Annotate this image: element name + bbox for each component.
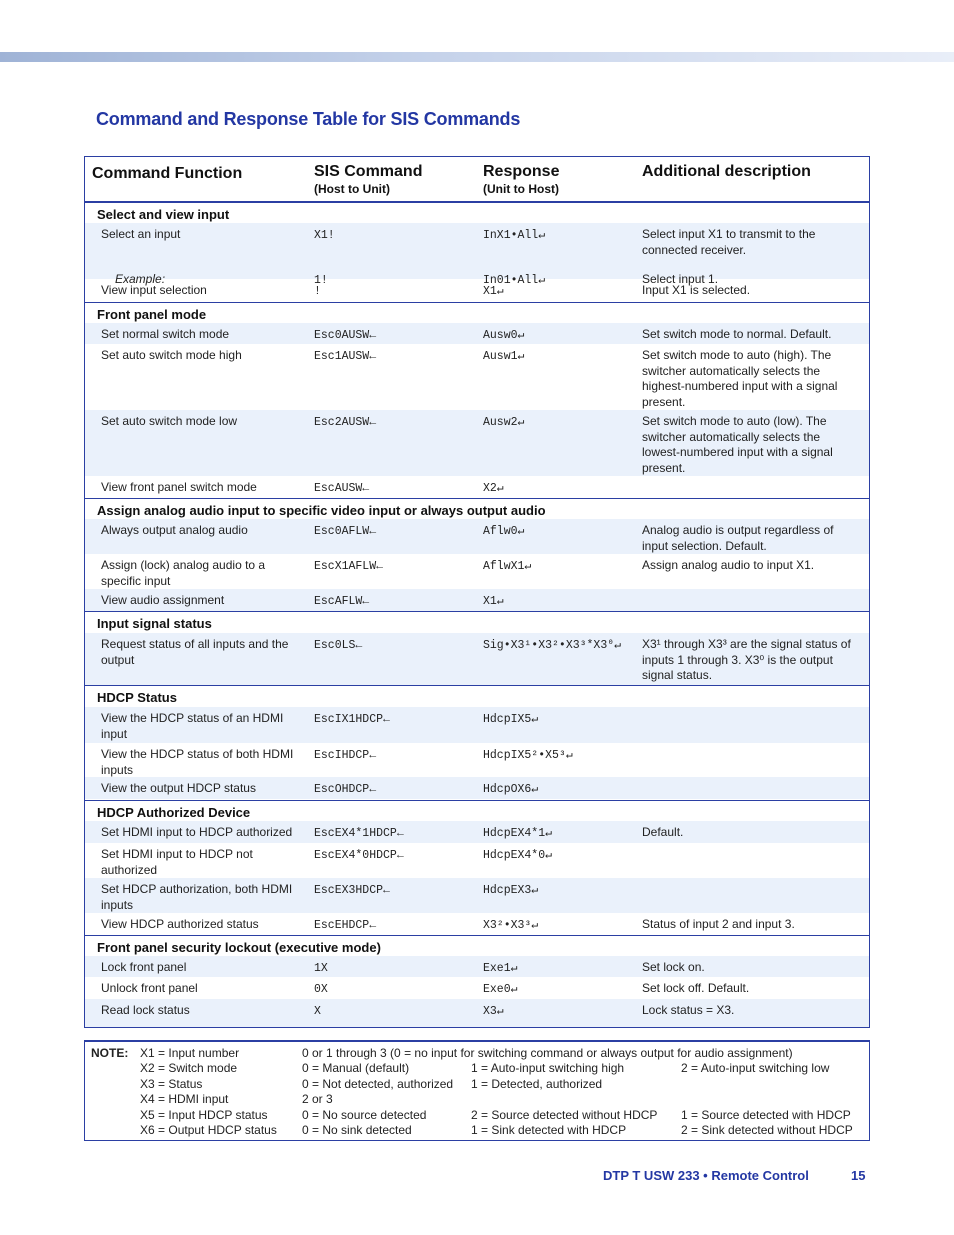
page-title: Command and Response Table for SIS Commands — [96, 109, 521, 129]
note-value-c: 1 = Source detected with HDCP — [681, 1108, 851, 1122]
additional-description: Status of input 2 and input 3. — [642, 917, 795, 931]
section-heading-label: Front panel mode — [97, 307, 207, 322]
response: X2↵ — [483, 482, 504, 495]
note-value-c: 2 = Auto-input switching low — [681, 1061, 830, 1075]
additional-description: X3¹ through X3³ are the signal status of inputs 1 through 3. X3⁰ is the output signal status. — [642, 637, 851, 682]
response: HdcpOX6↵ — [483, 783, 539, 796]
sis-command: EscAUSW← — [314, 482, 370, 495]
command-function: Set HDMI input to HDCP authorized — [101, 825, 293, 839]
sis-command: EscIX1HDCP← — [314, 713, 390, 726]
note-box — [84, 1040, 870, 1141]
response: Exe0↵ — [483, 983, 518, 996]
sis-command: EscEX3HDCP← — [314, 884, 390, 897]
additional-description: Input X1 is selected. — [642, 283, 751, 297]
response: HdcpEX4*1↵ — [483, 827, 553, 840]
response: HdcpEX3↵ — [483, 884, 539, 897]
additional-description: Set lock off. Default. — [642, 981, 750, 995]
command-function: Example: — [115, 272, 166, 286]
section-heading — [85, 302, 869, 322]
section-heading-label: Front panel security lockout (executive mode) — [97, 940, 381, 955]
response: Ausw1↵ — [483, 350, 525, 363]
command-function: Set auto switch mode low — [101, 414, 238, 428]
command-function: Set auto switch mode high — [101, 348, 242, 362]
response: Aflw0↵ — [483, 525, 525, 538]
sis-command: X — [314, 1005, 321, 1018]
command-function: View input selection — [101, 283, 207, 297]
additional-description: Lock status = X3. — [642, 1003, 735, 1017]
section-heading-label: Select and view input — [97, 207, 230, 222]
note-variable: X5 = Input HDCP status — [140, 1108, 268, 1122]
sis-command: EscX1AFLW← — [314, 560, 384, 573]
additional-description: Default. — [642, 825, 684, 839]
page-number: 15 — [851, 1168, 866, 1183]
note-value-a: 0 or 1 through 3 (0 = no input for switching command or always output for audio assignment) — [302, 1046, 793, 1060]
note-value-a: 2 or 3 — [302, 1092, 333, 1106]
response: Ausw0↵ — [483, 329, 525, 342]
sis-command: Esc0LS← — [314, 639, 363, 652]
command-function: Set HDCP authorization, both HDMI inputs — [101, 882, 293, 912]
column-header-response: Response (Unit to Host) — [483, 163, 560, 196]
sis-command: Esc1AUSW← — [314, 350, 377, 363]
response: Ausw2↵ — [483, 416, 525, 429]
command-function: Set normal switch mode — [101, 327, 230, 341]
note-label: NOTE: — [91, 1046, 129, 1060]
note-value-a: 0 = No sink detected — [302, 1123, 412, 1137]
sis-command: Esc2AUSW← — [314, 416, 377, 429]
additional-description: Set switch mode to auto (high). The switcher automatically selects the highest-numbered input with a signal present. — [642, 348, 838, 409]
sis-command: EscEHDCP← — [314, 919, 377, 932]
section-heading-label: HDCP Authorized Device — [97, 805, 251, 820]
command-function: View front panel switch mode — [101, 480, 257, 494]
additional-description: Assign analog audio to input X1. — [642, 558, 815, 572]
command-function: Unlock front panel — [101, 981, 198, 995]
response: Exe1↵ — [483, 962, 518, 975]
additional-description: Select input X1 to transmit to the connected receiver. — [642, 227, 816, 257]
command-function: View the HDCP status of both HDMI inputs — [101, 747, 294, 777]
note-variable: X2 = Switch mode — [140, 1061, 238, 1075]
note-variable: X6 = Output HDCP status — [140, 1123, 277, 1137]
sis-command: ! — [314, 285, 321, 298]
section-heading — [85, 685, 869, 705]
command-function: Select an input — [101, 227, 181, 241]
response: X3²•X3³↵ — [483, 919, 539, 932]
sis-command: 0X — [314, 983, 328, 996]
additional-description: Select input 1. — [642, 272, 719, 286]
note-variable: X4 = HDMI input — [140, 1092, 229, 1106]
section-heading — [85, 611, 869, 631]
footer-title: DTP T USW 233 • Remote Control — [603, 1168, 809, 1183]
command-function: Read lock status — [101, 1003, 190, 1017]
sis-command: 1! — [314, 274, 328, 287]
response: Sig•X3¹•X3²•X3³*X3⁰↵ — [483, 639, 622, 652]
section-heading-label: Assign analog audio input to specific video input or always output audio — [97, 503, 546, 518]
note-value-a: 0 = Manual (default) — [302, 1061, 410, 1075]
header-band — [0, 52, 954, 62]
column-header-function: Command Function — [92, 165, 243, 182]
command-function: View the output HDCP status — [101, 781, 256, 795]
additional-description: Set switch mode to auto (low). The switcher automatically selects the lowest-numbered input with a signal present. — [642, 414, 833, 475]
note-value-a: 0 = Not detected, authorized — [302, 1077, 454, 1091]
command-function: View HDCP authorized status — [101, 917, 259, 931]
response: X1↵ — [483, 595, 504, 608]
note-value-b: 2 = Source detected without HDCP — [471, 1108, 658, 1122]
command-function: View audio assignment — [101, 593, 225, 607]
column-header-description: Additional description — [642, 163, 811, 180]
section-heading-label: Input signal status — [97, 616, 212, 631]
note-value-c: 2 = Sink detected without HDCP — [681, 1123, 853, 1137]
command-function: Assign (lock) analog audio to a specific input — [101, 558, 266, 588]
command-table — [84, 156, 870, 1028]
response: HdcpIX5²•X5³↵ — [483, 749, 573, 762]
sis-command: EscEX4*0HDCP← — [314, 849, 404, 862]
section-heading — [85, 800, 869, 820]
command-function: Set HDMI input to HDCP not authorized — [101, 847, 253, 877]
response: InX1•All↵ — [483, 229, 546, 242]
command-function: Request status of all inputs and the output — [101, 637, 289, 667]
response: HdcpEX4*0↵ — [483, 849, 553, 862]
response: In01•All↵ — [483, 274, 546, 287]
command-function: Lock front panel — [101, 960, 187, 974]
sis-command: EscIHDCP← — [314, 749, 377, 762]
note-variable: X3 = Status — [140, 1077, 203, 1091]
sis-command: Esc0AFLW← — [314, 525, 377, 538]
column-header-sis: SIS Command (Host to Unit) — [314, 163, 423, 196]
sis-command: X1! — [314, 229, 335, 242]
note-value-b: 1 = Auto-input switching high — [471, 1061, 625, 1075]
sis-command: EscOHDCP← — [314, 783, 377, 796]
sis-command: Esc0AUSW← — [314, 329, 377, 342]
section-heading — [85, 498, 869, 518]
response: HdcpIX5↵ — [483, 713, 539, 726]
section-heading — [85, 935, 869, 955]
note-value-b: 1 = Detected, authorized — [471, 1077, 603, 1091]
sis-command: EscAFLW← — [314, 595, 370, 608]
additional-description: Set lock on. — [642, 960, 705, 974]
note-value-a: 0 = No source detected — [302, 1108, 427, 1122]
note-value-b: 1 = Sink detected with HDCP — [471, 1123, 627, 1137]
section-heading-label: HDCP Status — [97, 690, 177, 705]
sis-command: EscEX4*1HDCP← — [314, 827, 404, 840]
command-function: Always output analog audio — [101, 523, 248, 537]
response: X1↵ — [483, 285, 504, 298]
command-function: View the HDCP status of an HDMI input — [101, 711, 284, 741]
additional-description: Analog audio is output regardless of input selection. Default. — [642, 523, 834, 553]
sis-command: 1X — [314, 962, 328, 975]
response: X3↵ — [483, 1005, 504, 1018]
note-variable: X1 = Input number — [140, 1046, 240, 1060]
table-header — [85, 157, 869, 202]
section-heading — [85, 202, 869, 222]
response: AflwX1↵ — [483, 560, 532, 573]
additional-description: Set switch mode to normal. Default. — [642, 327, 832, 341]
